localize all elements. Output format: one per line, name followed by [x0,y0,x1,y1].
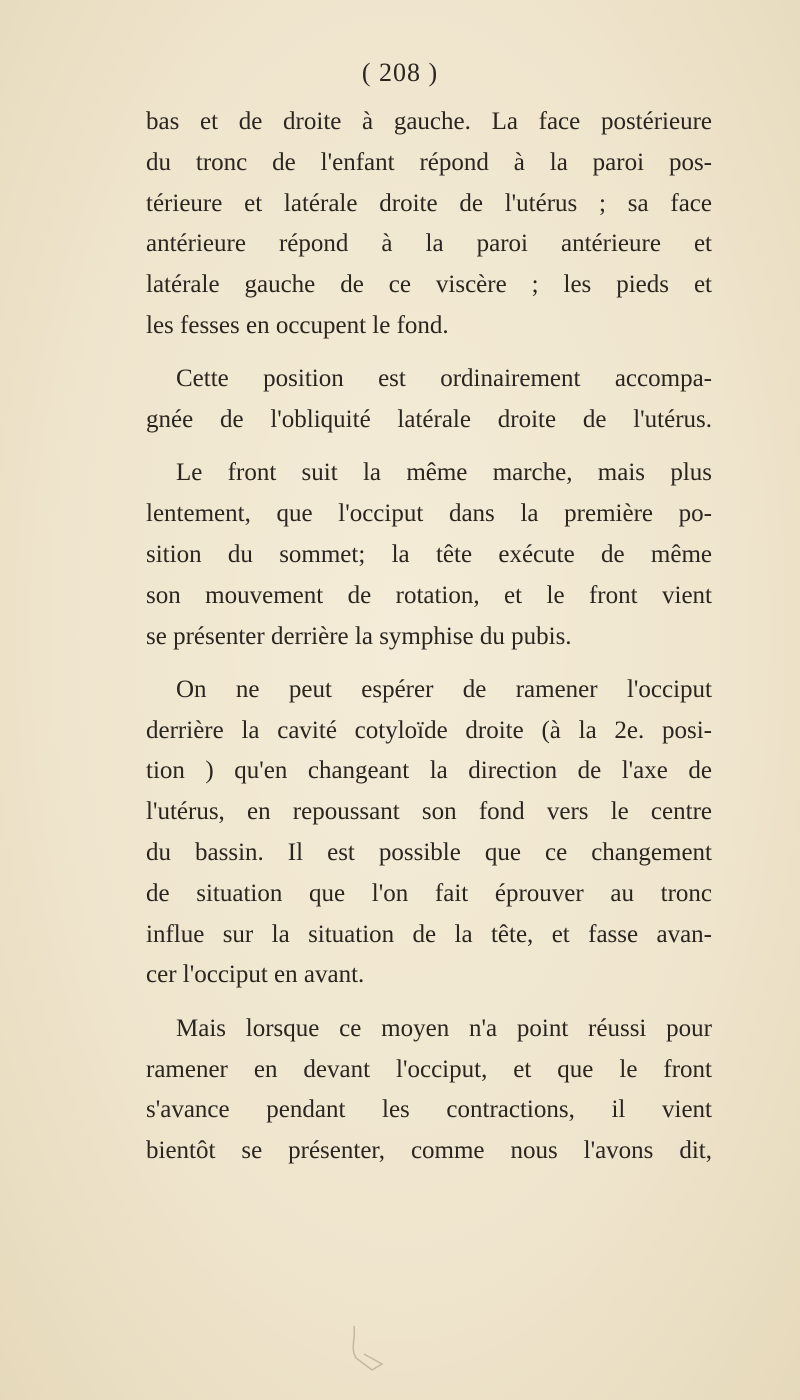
text-line: cer l'occiput en avant. [146,961,365,989]
text-line: sition du sommet; la tête exécute de même [146,540,712,568]
text-line: se présenter derrière la symphise du pubis. [146,622,572,650]
text-line: térieure et latérale droite de l'utérus ; sa face [146,189,712,217]
text-line: bas et de droite à gauche. La face postérieure [146,108,712,135]
text-line: ramener en devant l'occiput, et que le front [146,1055,712,1083]
paragraph [146,670,712,996]
text-line: s'avance pendant les contractions, il vient [146,1096,712,1124]
text-line: tion ) qu'en changeant la direction de l'axe de [146,757,712,785]
text-line: On ne peut espérer de ramener l'occiput [176,675,712,703]
text-line: les fesses en occupent le fond. [146,311,449,339]
text-line: bientôt se présenter, comme nous l'avons dit, [146,1137,712,1165]
text-line: lentement, que l'occiput dans la première po- [146,500,712,528]
text-line: Cette position est ordinairement accompa- [176,365,712,393]
text-line: Le front suit la même marche, mais plus [176,459,712,487]
text-line: l'utérus, en repoussant son fond vers le centre [146,798,712,826]
text-line: derrière la cavité cotyloïde droite (à la 2e. posi- [146,716,712,744]
text-line: du bassin. Il est possible que ce changement [146,839,712,867]
text-line: Mais lorsque ce moyen n'a point réussi pour [176,1014,712,1042]
paragraph [146,359,712,441]
text-line: latérale gauche de ce viscère ; les pieds et [146,271,712,299]
body-text [146,102,712,1172]
paragraph [146,1009,712,1172]
paragraph [146,453,712,657]
text-line: gnée de l'obliquité latérale droite de l'utérus. [146,406,712,434]
paragraph [146,102,712,347]
show-through-mark [342,1318,402,1378]
text-line: influe sur la situation de la tête, et fasse avan- [146,920,712,948]
page-number: ( 208 ) [361,58,439,87]
text-line: antérieure répond à la paroi antérieure et [146,230,712,258]
text-line: du tronc de l'enfant répond à la paroi pos- [146,148,712,176]
text-line: son mouvement de rotation, et le front vient [146,581,712,609]
text-line: de situation que l'on fait éprouver au tronc [146,879,712,907]
